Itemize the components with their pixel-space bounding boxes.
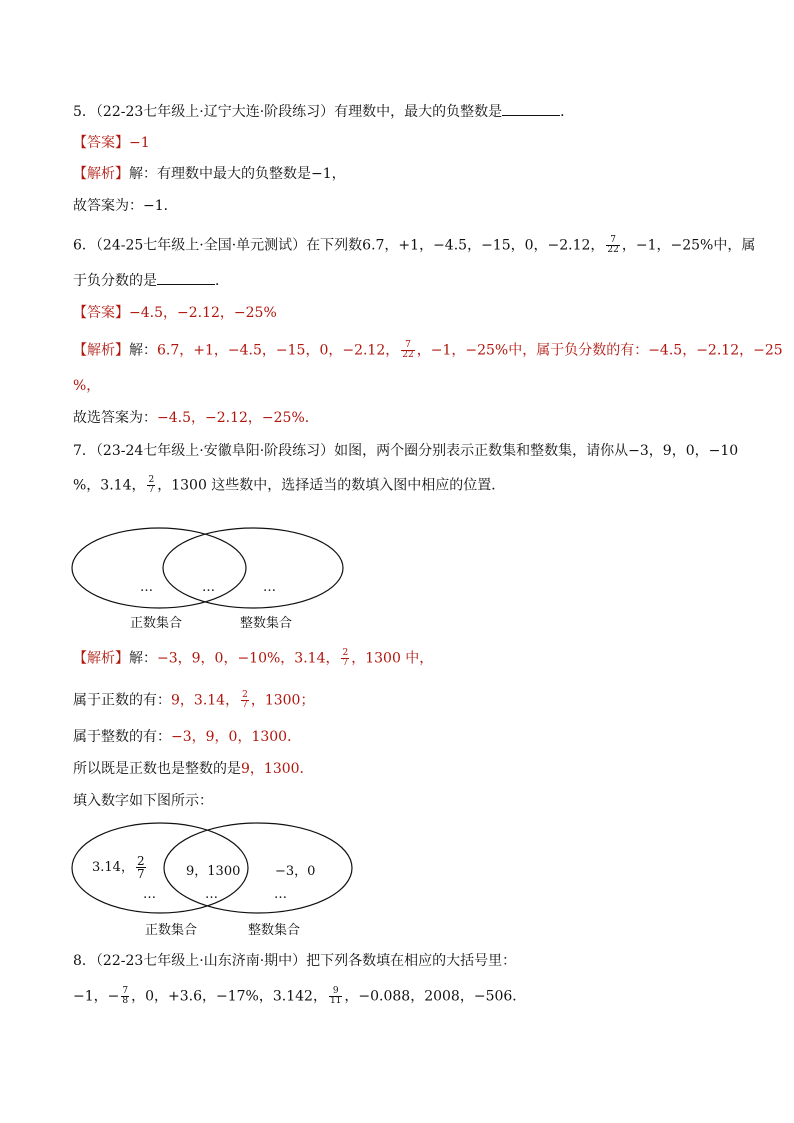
fraction: $\frac{7}{22}$ [607,235,619,255]
venn1-dots-right: … [263,580,276,595]
venn1-dots-mid: … [202,580,215,595]
q7-positives: 属于正数的有：9，3.14， $\frac{2}{7}$ ，1300； [73,690,315,710]
venn1-label-integer: 整数集合 [240,616,293,631]
q7-stem-cont: %，3.14， $\frac{2}{7}$ ，1300 这些数中，选择适当的数填入图中相应的位置． [73,475,506,495]
q5-stem: 5．（22-23七年级上·辽宁大连·阶段练习）有理数中，最大的负整数是 ． [73,104,575,120]
q6-answer: 【答案】−4.5，−2.12，−25% [73,305,277,321]
answer-blank [502,103,560,116]
q7-fill-note: 填入数字如下图所示： [73,793,213,809]
venn2-dots-right: … [274,887,287,902]
q6-analysis: 【解析】解：6.7，+1，−4.5，−15，0，−2.12， $\frac{7}{22}$ ，−1，−25%中，属于负分数的有：−4.5，−2.12，−25 [73,340,783,360]
venn2-mid-values: 9，1300 [186,864,241,879]
venn2-dots-left: … [143,887,156,902]
q6-stem: 6．（24-25七年级上·全国·单元测试）在下列数6.7，+1，−4.5，−15，0，−2.12， $\frac{7}{22}$ ，−1，−25%中，属 [73,235,756,255]
fraction: $\frac{2}{7}$ [148,475,155,495]
fraction: $\frac{2}{7}$ [242,690,248,710]
venn2-right-values: −3，0 [275,864,316,879]
q7-both: 所以既是正数也是整数的是9，1300． [73,761,314,777]
fraction: $\frac{9}{11}$ [329,986,342,1006]
venn-diagram-empty [70,527,350,615]
integer-set-circle [163,528,343,608]
positive-set-circle [72,528,246,608]
venn2-label-integer: 整数集合 [248,923,301,938]
q5-conclusion: 故答案为：−1． [73,198,178,214]
q5-analysis: 【解析】解：有理数中最大的负整数是−1， [73,166,346,182]
q6-conclusion: 故选答案为：−4.5，−2.12，−25%． [73,410,319,426]
q5-answer: 【答案】−1 [73,135,150,151]
answer-blank [157,272,215,285]
q7-integers: 属于整数的有：−3，9，0，1300． [73,729,302,745]
q6-stem-cont: 于负分数的是 ． [73,273,229,289]
q8-numbers: −1，− $\frac{7}{8}$ ，0，+3.6，−17%，3.142， $\frac{9}{11}$ ，−0.088，2008，−506． [73,986,527,1006]
q7-analysis: 【解析】解：−3，9，0，−10%，3.14， $\frac{2}{7}$ ，1300 中， [73,648,434,668]
q6-analysis-cont: %， [73,378,101,394]
venn1-dots-left: … [140,580,153,595]
q8-stem: 8．（22-23七年级上·山东济南·期中）把下列各数填在相应的大括号里： [73,953,517,969]
venn2-label-positive: 正数集合 [145,923,198,938]
venn2-left-values: 3.14， $\frac{2}{7}$ [92,854,145,881]
fraction: $\frac{7}{22}$ [402,340,414,360]
venn2-dots-mid: … [205,887,218,902]
fraction: $\frac{7}{8}$ [122,986,129,1006]
fraction: $\frac{2}{7}$ [136,854,145,881]
fraction: $\frac{2}{7}$ [342,648,349,668]
q7-stem: 7．（23-24七年级上·安徽阜阳·阶段练习）如图，两个圈分别表示正数集和整数集，请你从−3，9，0，−10 [73,443,739,459]
venn1-label-positive: 正数集合 [130,616,183,631]
